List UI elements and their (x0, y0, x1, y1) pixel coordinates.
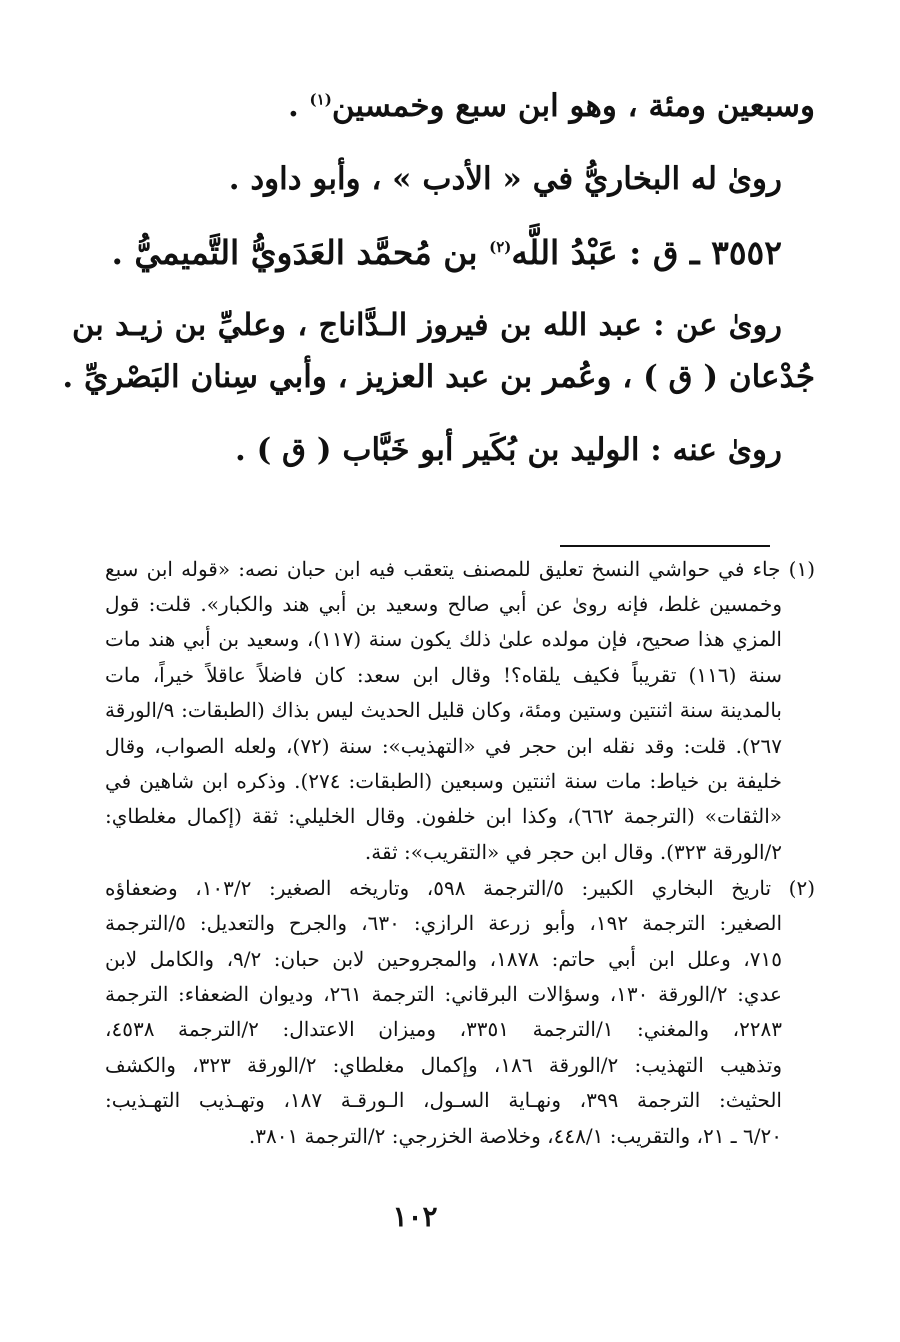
footnote-2-line: الصغير: الترجمة ١٩٢، وأبو زرعة الرازي: ٦٣٠، والجرح والتعديل: ٥/الترجمة (105, 911, 782, 935)
main-line-2: روىٰ له البخاريُّ في « الأدب » ، وأبو داود . (228, 161, 782, 197)
main-line-5: جُدْعان ( ق ) ، وعُمر بن عبد العزيز ، وأبي سِنان البَصْريِّ . (62, 359, 815, 395)
main-line-1-end: . (287, 88, 310, 124)
footnote-1-line: ٢/الورقة ٣٢٣). وقال ابن حجر في «التقريب»: ثقة. (364, 840, 782, 864)
footnote-1-line: المزي هذا صحيح، فإن مولده علىٰ ذلك يكون سنة (١١٧)، وسعيد بن أبي هند مات (105, 627, 782, 651)
main-line-4: روىٰ عن : عبد الله بن فيروز الـدَّاناج ، وعليِّ بن زيـد بن (72, 307, 782, 343)
footnote-2-line: ٦/٢٠ ـ ٢١، والتقريب: ٤٤٨/١، وخلاصة الخزرجي: ٢/الترجمة ٣٨٠١. (248, 1124, 782, 1148)
footnote-1-line: بالمدينة سنة اثنتين وستين ومئة، وكان قليل الحديث ليس بذاك (الطبقات: ٩/الورقة (105, 698, 782, 722)
entry-heading (111, 233, 782, 273)
main-line-1-text: وسبعين ومئة ، وهو ابن سبع وخمسين (331, 88, 815, 124)
footnote-1-line: «الثقات» (الترجمة ٦٦٢)، وكذا ابن خلفون. وقال الخليلي: ثقة (إكمال مغلطاي: (105, 804, 782, 828)
footnote-2-line: عدي: ٢/الورقة ١٣٠، وسؤالات البرقاني: الترجمة ٢٦١، وديوان الضعفاء: الترجمة (105, 982, 782, 1006)
footnote-2-line: ٧١٥، وعلل ابن أبي حاتم: ١٨٧٨، والمجروحين لابن حبان: ٩/٢، والكامل لابن (105, 947, 782, 971)
entry-number-and-name: ٣٥٥٢ ـ ق : عَبْدُ اللَّه (511, 233, 782, 272)
footnote-1-line: سنة (١١٦) تقريباً فكيف يلقاه؟! وقال ابن سعد: كان فاضلاً عاقلاً خيراً، مات (105, 663, 782, 687)
main-line-1 (288, 86, 815, 126)
footnote-1-line: ٢٦٧). قلت: وقد نقله ابن حجر في «التهذيب»: سنة (٧٢)، ولعله الصواب، وقال (105, 734, 783, 758)
footnote-2-line: وتذهيب التهذيب: ٢/الورقة ١٨٦، وإكمال مغلطاي: ٢/الورقة ٣٢٣، والكشف (105, 1053, 782, 1077)
entry-name-rest: بن مُحمَّد العَدَويُّ التَّميميُّ . (111, 233, 490, 272)
footnote-marker-1: (١) (309, 90, 332, 109)
footnote-marker-2: (٢) (489, 238, 512, 256)
footnote-2-line: ٢٢٨٣، والمغني: ١/الترجمة ٣٣٥١، وميزان الاعتدال: ٢/الترجمة ٤٥٣٨، (105, 1017, 783, 1041)
footnote-2-line: الحثيث: الترجمة ٣٩٩، ونهـاية السـول، الـورقـة ١٨٧، وتهـذيب التهـذيب: (105, 1088, 782, 1112)
footnote-1-line: وخمسين غلط، فإنه روىٰ عن أبي صالح وسعيد بن أبي هند والكبار». قلت: قول (105, 592, 782, 616)
page-number: ١٠٢ (392, 1200, 438, 1233)
main-line-6: روىٰ عنه : الوليد بن بُكَير أبو خَبَّاب ( ق ) . (235, 432, 782, 468)
footnote-1-line: خليفة بن خياط: مات سنة اثنتين وسبعين (الطبقات: ٢٧٤). وذكره ابن شاهين في (105, 769, 782, 793)
footnote-2-line: (٢) تاريخ البخاري الكبير: ٥/الترجمة ٥٩٨، وتاريخه الصغير: ١٠٣/٢، وضعفاؤه (105, 876, 816, 900)
footnote-1-line: (١) جاء في حواشي النسخ تعليق للمصنف يتعقب فيه ابن حبان نصه: «قوله ابن سبع (105, 557, 815, 581)
footnote-separator (560, 545, 770, 547)
